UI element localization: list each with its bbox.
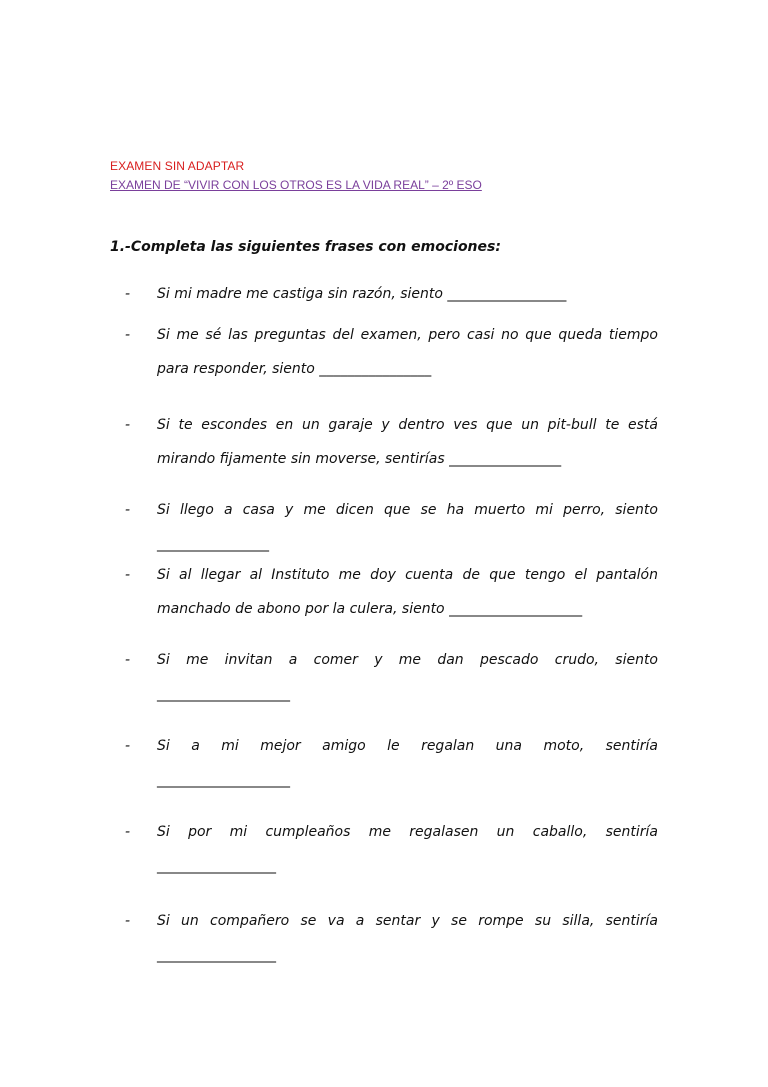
item-text-continuation: manchado de abono por la culera, siento ___________________ <box>157 601 583 617</box>
bullet-dash: - <box>125 417 131 433</box>
exam-type-heading: EXAMEN SIN ADAPTAR <box>110 159 245 173</box>
answer-blank: ___________________ <box>157 686 290 702</box>
bullet-dash: - <box>125 502 131 518</box>
item-text: Si al llegar al Instituto me doy cuenta de que tengo el pantalón <box>157 567 658 583</box>
item-text: Si un compañero se va a sentar y se rompe su silla, sentiría <box>157 913 658 929</box>
item-text-continuation: para responder, siento ________________ <box>157 361 432 377</box>
bullet-dash: - <box>125 327 131 343</box>
bullet-dash: - <box>125 652 131 668</box>
answer-blank: ___________________ <box>157 772 290 788</box>
item-text: Si a mi mejor amigo le regalan una moto, sentiría <box>157 738 658 754</box>
bullet-dash: - <box>125 913 131 929</box>
answer-blank: _________________ <box>157 858 276 874</box>
item-text: Si por mi cumpleaños me regalasen un caballo, sentiría <box>157 824 658 840</box>
item-text: Si llego a casa y me dicen que se ha muerto mi perro, siento <box>157 502 658 518</box>
answer-blank: _________________ <box>157 947 276 963</box>
item-text: Si te escondes en un garaje y dentro ves que un pit-bull te está <box>157 417 658 433</box>
item-text: Si me invitan a comer y me dan pescado crudo, siento <box>157 652 658 668</box>
bullet-dash: - <box>125 567 131 583</box>
item-text-continuation: mirando fijamente sin moverse, sentirías ________________ <box>157 451 562 467</box>
item-text: Si mi madre me castiga sin razón, siento _________________ <box>157 286 567 302</box>
answer-blank: ________________ <box>157 536 269 552</box>
bullet-dash: - <box>125 824 131 840</box>
bullet-dash: - <box>125 738 131 754</box>
question-1-title: 1.-Completa las siguientes frases con emociones: <box>110 239 501 255</box>
exam-title-heading: EXAMEN DE “VIVIR CON LOS OTROS ES LA VIDA REAL” – 2º ESO <box>110 178 482 192</box>
bullet-dash: - <box>125 286 131 302</box>
item-text: Si me sé las preguntas del examen, pero casi no que queda tiempo <box>157 327 658 343</box>
